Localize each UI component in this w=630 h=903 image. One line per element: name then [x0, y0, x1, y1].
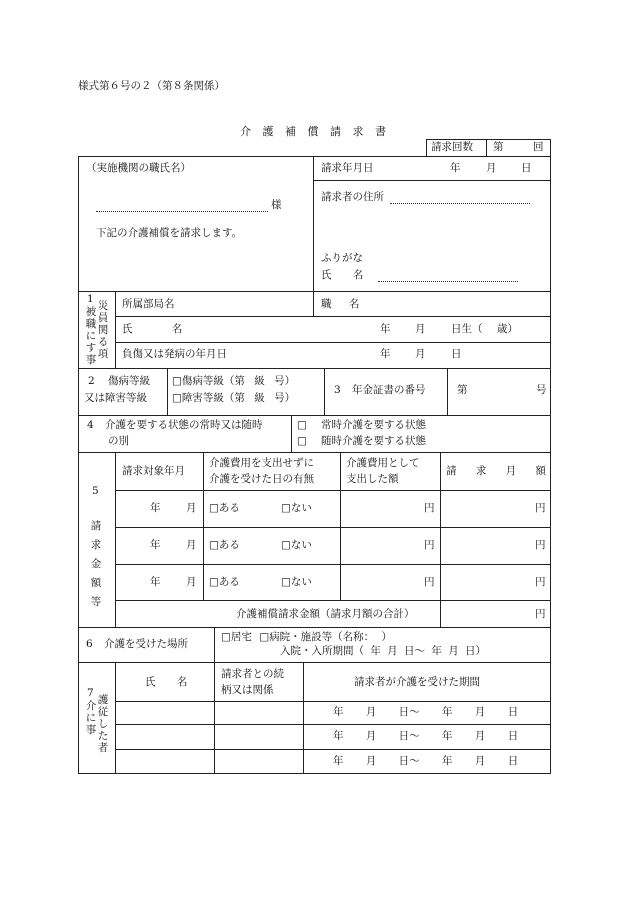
row2-year: 年: [150, 539, 161, 551]
row3-no-checkbox[interactable]: □ない: [281, 576, 312, 588]
table-bottom-border: [78, 773, 551, 774]
claimant-address-field[interactable]: [390, 203, 530, 204]
col-period: 請求対象年月: [122, 465, 185, 477]
section4-label-2: の別: [108, 435, 129, 447]
pension-go: 号: [536, 384, 547, 396]
constant-care-checkbox[interactable]: □: [297, 419, 307, 431]
row2-yes-checkbox[interactable]: □ある: [209, 539, 240, 551]
row2-month: 月: [186, 539, 197, 551]
row3-year: 年: [150, 576, 161, 588]
section7-title-col1: 介 に 事: [85, 700, 97, 736]
row2-amount-yen: 円: [535, 539, 546, 551]
table-top-border: [78, 156, 551, 157]
col-no-cost-2: 介護を受けた日の有無: [209, 473, 314, 485]
injury-month: 月: [415, 348, 426, 360]
section1-title-col1: 被 職 に す 事: [85, 306, 97, 366]
injury-date-label: 負傷又は発病の年月日: [122, 348, 227, 360]
furigana-label: ふりがな: [321, 252, 363, 264]
claimant-name-field[interactable]: [378, 281, 518, 282]
claim-date-month: 月: [486, 162, 497, 174]
claimant-address-label: 請求者の住所: [321, 191, 384, 203]
row1-cost-yen: 円: [424, 502, 435, 514]
birth-day: 日生（: [451, 323, 483, 335]
care-period-row1: 年 月 日～ 年 月 日: [333, 706, 519, 718]
addressee-label: （実施機関の職氏名）: [86, 162, 191, 174]
section3-label: 3 年金証書の番号: [334, 384, 426, 396]
employee-name-label: 氏 名: [122, 323, 183, 335]
injury-day: 日: [451, 348, 462, 360]
care-period-row3: 年 月 日～ 年 月 日: [333, 755, 519, 767]
total-label: 介護補償請求金額（請求月額の合計）: [236, 608, 415, 620]
care-period-col: 請求者が介護を受けた期間: [354, 676, 480, 688]
row3-amount-yen: 円: [535, 576, 546, 588]
care-place-options[interactable]: □居宅 □病院・施設等（名称： ）: [221, 631, 393, 643]
table-right-border: [550, 156, 551, 774]
constant-care-label: 常時介護を要する状態: [321, 419, 426, 431]
section2-label-2: 又は障害等級: [84, 392, 147, 404]
section4-label-1: 4 介護を要する状態の常時又は随時: [87, 419, 263, 431]
section7-number: 7: [87, 687, 94, 699]
section1-number: 1: [87, 293, 94, 305]
care-period-row2: 年 月 日～ 年 月 日: [333, 730, 519, 742]
caregiver-name-col: 氏 名: [145, 676, 188, 688]
row1-amount-yen: 円: [535, 502, 546, 514]
birth-month: 月: [415, 323, 426, 335]
row1-year: 年: [150, 502, 161, 514]
claimant-name-label: 氏 名: [321, 269, 364, 281]
col-amount: 請 求 月 額: [446, 465, 547, 477]
injury-year: 年: [380, 348, 391, 360]
row3-yes-checkbox[interactable]: □ある: [209, 576, 240, 588]
row1-yes-checkbox[interactable]: □ある: [209, 502, 240, 514]
claim-count-kai: 回: [533, 141, 544, 153]
form-number: 様式第６号の２（第８条関係）: [78, 80, 225, 92]
section6-label: 6 介護を受けた場所: [86, 638, 189, 650]
claim-date-year: 年: [450, 162, 461, 174]
row2-no-checkbox[interactable]: □ない: [281, 539, 312, 551]
row1-month: 月: [186, 502, 197, 514]
row2-cost-yen: 円: [424, 539, 435, 551]
col-cost-1: 介護費用として: [346, 457, 420, 469]
section1-title-col2: 災 員 関 る 項: [97, 300, 109, 360]
col-cost-2: 支出した額: [346, 473, 399, 485]
relation-col-2: 柄又は関係: [221, 684, 274, 696]
pension-dai: 第: [457, 384, 468, 396]
section2-label-1: 2 傷病等級: [88, 375, 151, 387]
claim-count-label: 請求回数: [431, 141, 473, 153]
request-text: 下記の介護補償を請求します。: [96, 227, 243, 239]
section5-number: 5: [92, 485, 99, 497]
claim-date-label: 請求年月日: [321, 162, 374, 174]
position-label: 職 名: [321, 298, 360, 310]
occasional-care-checkbox[interactable]: □: [297, 435, 307, 447]
relation-col-1: 請求者との続: [221, 668, 284, 680]
row3-month: 月: [186, 576, 197, 588]
disease-grade-checkbox[interactable]: □傷病等級（第 級 号）: [172, 375, 296, 387]
claim-date-day: 日: [521, 162, 532, 174]
age-unit: 歳）: [497, 323, 518, 335]
row3-cost-yen: 円: [424, 576, 435, 588]
admission-period: 入院・入所期間（ 年 月 日～ 年 月 日）: [280, 645, 487, 657]
occasional-care-label: 随時介護を要する状態: [321, 435, 426, 447]
addressee-line[interactable]: [96, 211, 268, 212]
sama-text: 様: [271, 199, 282, 211]
table-left-border: [78, 156, 79, 774]
total-yen: 円: [535, 608, 546, 620]
col-no-cost-1: 介護費用を支出せずに: [209, 457, 314, 469]
section5-title: 請 求 金 額 等: [90, 520, 102, 608]
claim-count-dai: 第: [493, 141, 504, 153]
section7-title-col2: 護 従 し た 者: [97, 694, 109, 754]
row1-no-checkbox[interactable]: □ない: [281, 502, 312, 514]
birth-year: 年: [380, 323, 391, 335]
dept-label: 所属部局名: [122, 298, 175, 310]
disability-grade-checkbox[interactable]: □障害等級（第 級 号）: [172, 392, 296, 404]
form-title: 介 護 補 償 請 求 書: [240, 125, 390, 138]
